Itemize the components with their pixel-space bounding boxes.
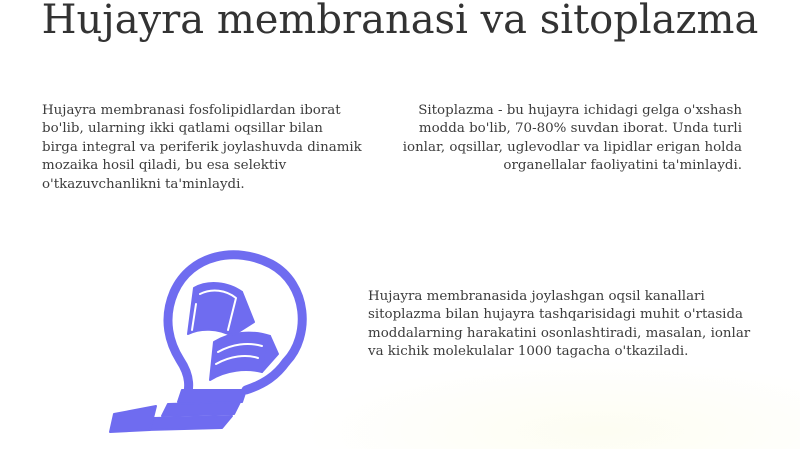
bulb-socket [110,390,246,432]
channels-paragraph: Hujayra membranasida joylashgan oqsil kanallari sitoplazma bilan hujayra tashqarisidagi muhit o'rtasida moddalarning harakatini osonlashtiradi, masalan, ionlar va kichik molekulalar 1000 tagacha o'tkaziladi. [368,289,751,360]
cytoplasm-paragraph: Sitoplazma - bu hujayra ichidagi gelga o'xshash modda bo'lib, 70-80% suvdan iborat. Unda turli ionlar, oqsillar, uglevodlar va lipidlar erigan holda organellalar faoliyatini ta'minlaydi. [402,103,742,174]
slide-title: Hujayra membranasi va sitoplazma [41,0,759,43]
book-icon [188,283,278,380]
background-glow [300,360,800,449]
lightbulb-book-icon [96,244,326,434]
membrane-paragraph: Hujayra membranasi fosfolipidlardan iborat bo'lib, ularning ikki qatlami oqsillar bilan birga integral va periferik joylashuvda dinamik mozaika hosil qiladi, bu esa selektiv o'tkazuvchanlikni ta'minlaydi. [42,103,362,192]
